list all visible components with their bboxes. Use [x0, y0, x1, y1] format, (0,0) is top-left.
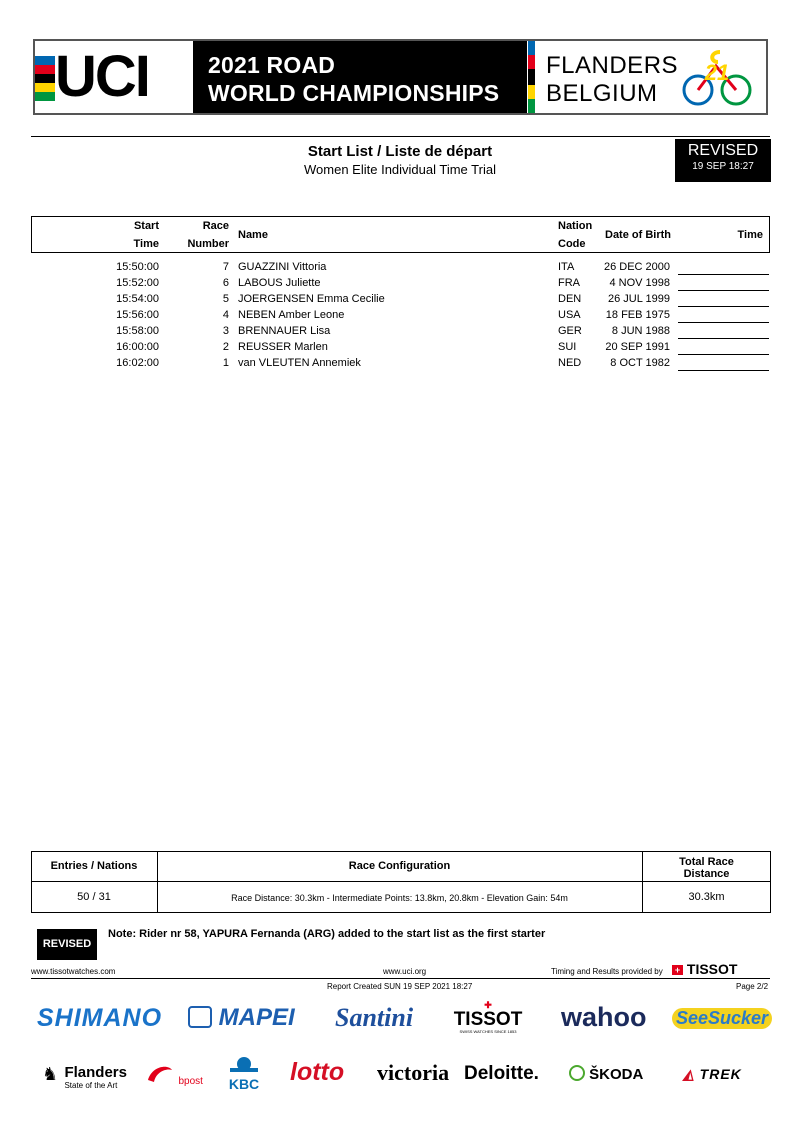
- sponsor-victoria: victoria: [377, 1060, 450, 1085]
- sponsor-shimano: SHIMANO: [37, 1004, 163, 1032]
- skoda-icon: [569, 1065, 585, 1081]
- revised-time: 19 SEP 18:27: [692, 161, 754, 172]
- flanders-tagline: State of the Art: [64, 1081, 118, 1090]
- sponsor-tissot: [453, 1000, 523, 1034]
- config-header: Race Configuration: [348, 860, 451, 872]
- lion-icon: ♞: [42, 1064, 59, 1084]
- distance-value: 30.3km: [688, 891, 725, 903]
- col-race-number-line2: Number: [187, 238, 229, 250]
- host-line2: BELGIUM: [546, 80, 658, 107]
- race-number: 3: [222, 325, 229, 337]
- col-time: Time: [737, 229, 763, 241]
- date-of-birth: 18 FEB 1975: [605, 309, 670, 321]
- col-nation-code-line2: Code: [558, 238, 586, 250]
- sponsor-mapei-text: MAPEI: [218, 1004, 295, 1031]
- sponsor-skoda-text: ŠKODA: [589, 1066, 644, 1083]
- race-number: 6: [222, 277, 229, 289]
- revised-label: REVISED: [687, 142, 759, 159]
- race-number: 4: [222, 309, 229, 321]
- footer-timing-brand: [672, 961, 737, 977]
- rider-name: JOERGENSEN Emma Cecilie: [238, 293, 385, 305]
- col-name: Name: [238, 229, 268, 241]
- footer-timing-label: Timing and Results provided by: [551, 967, 663, 976]
- start-time: 15:54:00: [116, 293, 159, 305]
- host-logo-number: 21: [704, 60, 730, 85]
- start-time: 16:00:00: [116, 341, 159, 353]
- mapei-icon: [188, 1006, 212, 1028]
- sponsor-kbc-text: KBC: [228, 1076, 260, 1092]
- tissot-cross-icon: +: [672, 965, 683, 975]
- date-of-birth: 8 OCT 1982: [610, 357, 670, 369]
- tissot-tagline: SWISS WATCHES SINCE 1853: [459, 1029, 517, 1034]
- race-number: 7: [222, 261, 229, 273]
- kbc-head-icon: [224, 1056, 264, 1072]
- sponsor-flanders: [42, 1064, 127, 1090]
- nation-code: ITA: [558, 261, 575, 273]
- time-blank: [678, 370, 769, 371]
- event-title-line2: WORLD CHAMPIONSHIPS: [208, 80, 500, 106]
- start-time: 15:56:00: [116, 309, 159, 321]
- start-time: 15:52:00: [116, 277, 159, 289]
- date-of-birth: 26 DEC 2000: [603, 261, 670, 273]
- race-number: 1: [222, 357, 229, 369]
- flanders-flag-stripes: [528, 41, 535, 113]
- nation-code: GER: [558, 325, 582, 337]
- report-created: Report Created SUN 19 SEP 2021 18:27: [327, 982, 473, 991]
- col-race-number-line1: Race: [202, 220, 229, 232]
- config-value: Race Distance: 30.3km - Intermediate Points: 13.8km, 20.8km - Elevation Gain: 54m: [231, 893, 568, 903]
- footer-uci-link[interactable]: www.uci.org: [383, 967, 427, 976]
- sponsor-wahoo: wahoo: [561, 1002, 647, 1032]
- time-blank: [678, 274, 769, 275]
- rider-name: van VLEUTEN Annemiek: [238, 357, 361, 369]
- rider-name: LABOUS Juliette: [238, 277, 321, 289]
- nation-code: DEN: [558, 293, 582, 305]
- rider-name: GUAZZINI Vittoria: [238, 261, 327, 273]
- date-of-birth: 20 SEP 1991: [605, 341, 670, 353]
- start-time: 16:02:00: [116, 357, 159, 369]
- date-of-birth: 4 NOV 1998: [609, 277, 670, 289]
- time-blank: [678, 338, 769, 339]
- host-line1: FLANDERS: [546, 52, 679, 79]
- divider: [31, 978, 770, 979]
- sponsor-bpost-text: bpost: [178, 1076, 203, 1087]
- race-number: 5: [222, 293, 229, 305]
- sponsor-tissot-text: TISSOT: [453, 1009, 523, 1030]
- uci-rainbow-stripes: [35, 56, 55, 101]
- nation-code: FRA: [558, 277, 580, 289]
- nation-code: SUI: [558, 341, 577, 353]
- sponsor-flanders-text: Flanders: [64, 1064, 127, 1081]
- revised-badge: [675, 139, 771, 182]
- sponsor-bpost: [146, 1062, 203, 1091]
- rider-name: REUSSER Marlen: [238, 341, 328, 353]
- rider-name: NEBEN Amber Leone: [238, 309, 345, 321]
- page-number: Page 2/2: [736, 982, 769, 991]
- flanders-bike-logo: [680, 46, 754, 110]
- revision-note: Note: Rider nr 58, YAPURA Fernanda (ARG) added to the start list as the first starter: [108, 928, 546, 940]
- sponsor-mapei: [188, 1004, 295, 1032]
- col-nation-code-line1: Nation: [558, 220, 593, 232]
- divider: [31, 136, 770, 137]
- sponsor-seesucker: SeeSucker: [672, 1008, 772, 1029]
- divider: [31, 881, 771, 882]
- distance-header-line2: Distance: [683, 868, 730, 880]
- time-blank: [678, 354, 769, 355]
- tissot-cross-icon: ✚: [484, 1000, 492, 1010]
- distance-header-line1: Total Race: [679, 856, 734, 868]
- nation-code: USA: [558, 309, 581, 321]
- revised-note-badge: REVISED: [37, 929, 97, 960]
- nation-code: NED: [558, 357, 582, 369]
- race-number: 2: [222, 341, 229, 353]
- page-subtitle: Women Elite Individual Time Trial: [304, 162, 496, 177]
- sponsor-kbc: [222, 1056, 266, 1091]
- start-time: 15:58:00: [116, 325, 159, 337]
- footer-tissot-link[interactable]: www.tissotwatches.com: [31, 967, 116, 976]
- start-time: 15:50:00: [116, 261, 159, 273]
- sponsor-lotto: lotto: [290, 1058, 345, 1086]
- sponsor-santini: Santini: [335, 1003, 414, 1032]
- entries-header: Entries / Nations: [50, 860, 138, 872]
- col-start-time-line2: Time: [133, 238, 159, 250]
- sponsor-skoda: [569, 1065, 643, 1083]
- time-blank: [678, 306, 769, 307]
- sponsor-trek-text: TREK: [699, 1066, 742, 1082]
- entries-value: 50 / 31: [77, 891, 111, 903]
- date-of-birth: 26 JUL 1999: [608, 293, 670, 305]
- event-title-line1: 2021 ROAD: [208, 52, 336, 78]
- sponsor-trek: [683, 1066, 742, 1083]
- uci-logo: UCI: [55, 44, 149, 109]
- page-title: Start List / Liste de départ: [307, 143, 493, 160]
- trek-icon: ◭: [683, 1066, 695, 1082]
- time-blank: [678, 290, 769, 291]
- rider-name: BRENNAUER Lisa: [238, 325, 331, 337]
- sponsor-deloitte: Deloitte.: [464, 1063, 539, 1084]
- time-blank: [678, 322, 769, 323]
- footer-timing-brand-text: TISSOT: [686, 961, 738, 977]
- col-start-time-line1: Start: [133, 220, 159, 232]
- date-of-birth: 8 JUN 1988: [611, 325, 670, 337]
- col-date-of-birth: Date of Birth: [605, 229, 671, 241]
- bpost-horn-icon: [146, 1062, 174, 1086]
